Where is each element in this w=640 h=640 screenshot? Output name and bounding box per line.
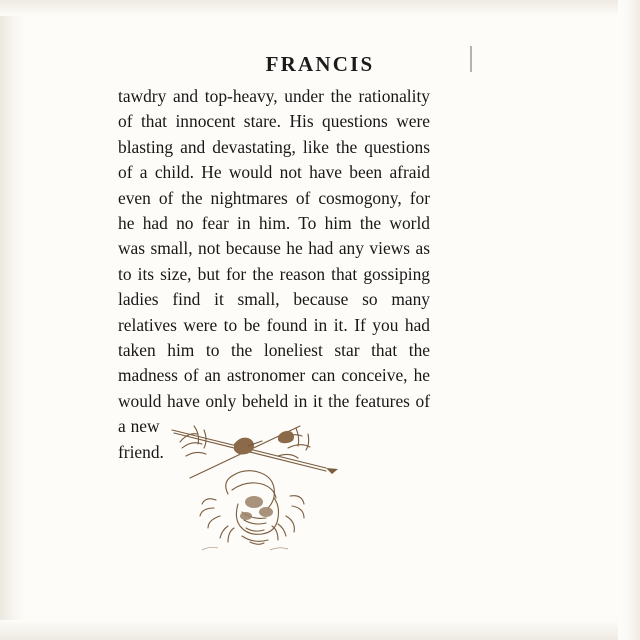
body-paragraph-text: tawdry and top-heavy, under the rationality of that innocent stare. His questions were blasting and devastating, like the questions of a child. He would not have been afraid even of the nightmares of cosmogony, for he had no fear in him. To him the world was small, not because he had any views as to its size, but for the reason that gossiping ladies find it small, because so many relatives were to be found in it. If you had taken him to the loneliest star that the madness of an astronomer can conceive, he would have only beheld in it the features of a new [118,86,430,437]
page-title: FRANCIS [265,52,375,76]
page-top-shadow [0,0,640,16]
vignette-illustration [150,408,350,558]
body-paragraph-last-line: friend. [118,441,164,462]
page-bottom-shadow [0,620,640,640]
